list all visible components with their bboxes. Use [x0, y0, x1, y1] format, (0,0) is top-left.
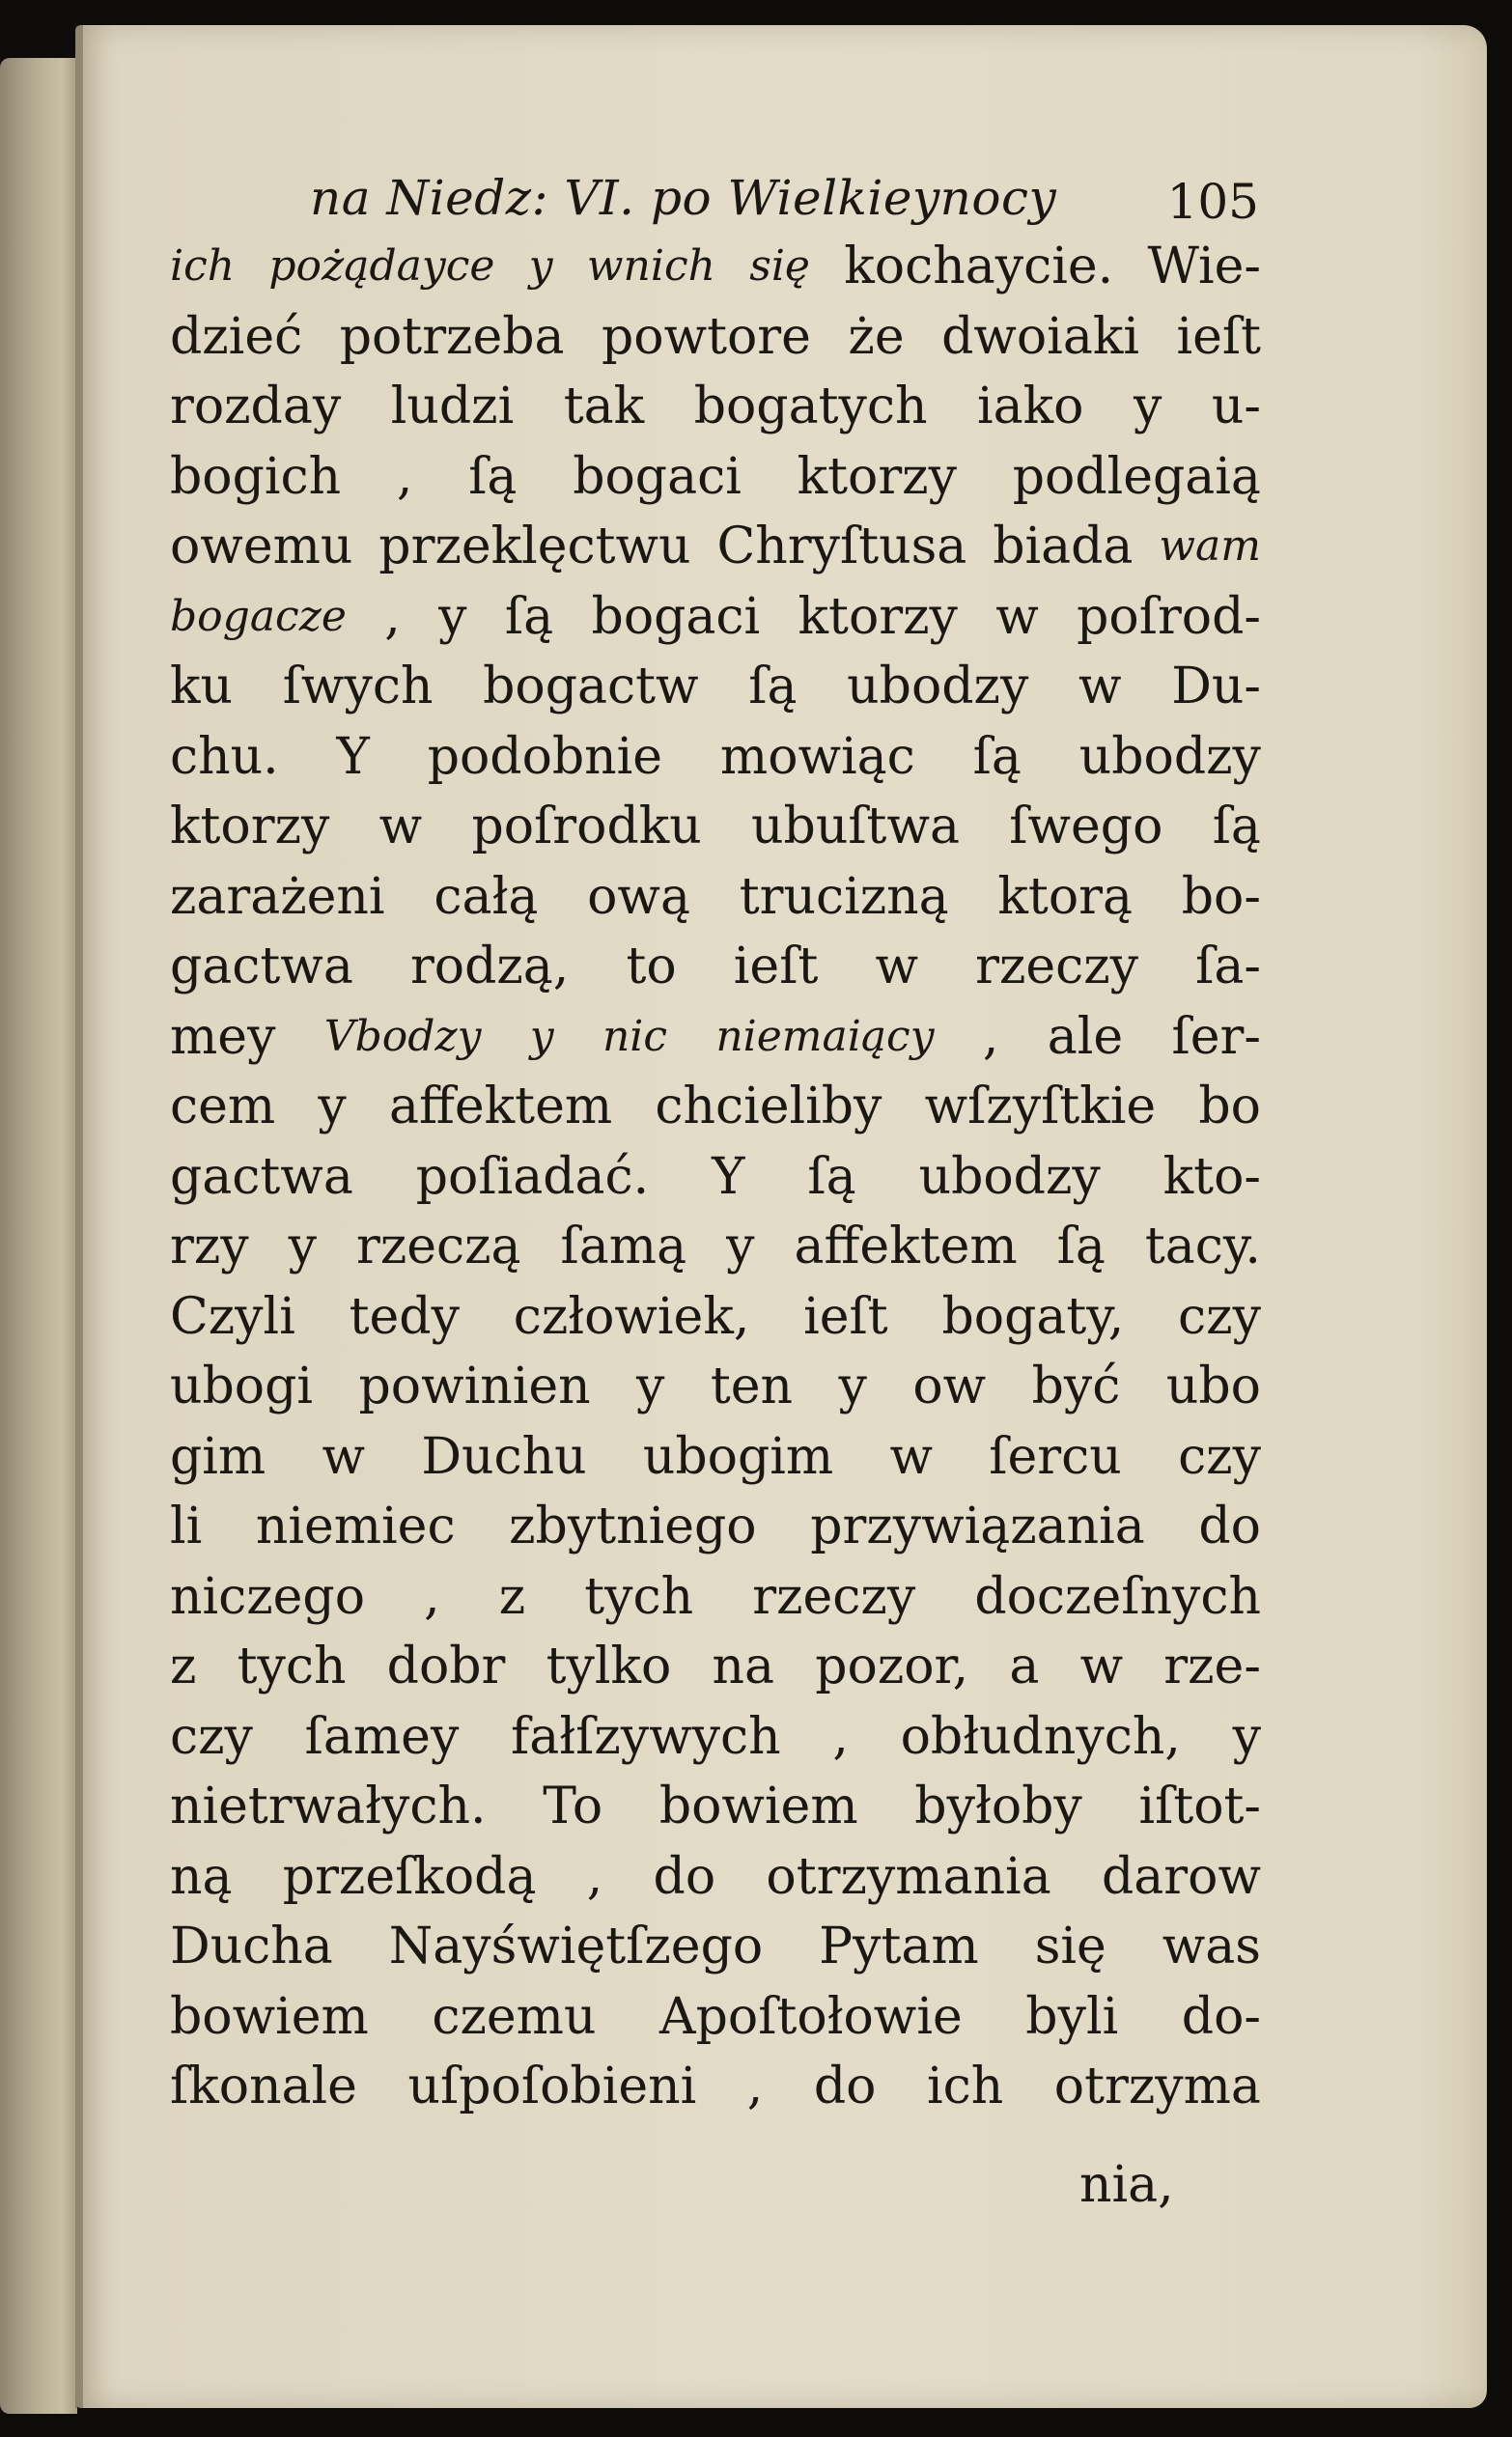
- word: przeklęctwu: [378, 518, 691, 575]
- word: Apoſtołowie: [659, 1987, 963, 2046]
- word: Vbodzy: [323, 1011, 482, 1061]
- word: pożądayce: [268, 241, 495, 291]
- word: ktorzy: [170, 798, 330, 855]
- word: ſwych: [282, 658, 434, 715]
- word: biada: [993, 518, 1134, 575]
- word: w: [995, 587, 1039, 646]
- word: rzy: [170, 1218, 249, 1275]
- word: bogatych: [693, 378, 928, 435]
- text-line: [170, 932, 1261, 1002]
- word: rzeczy: [752, 1567, 916, 1626]
- word: ich: [926, 2058, 1004, 2115]
- word: gim: [170, 1427, 266, 1486]
- word: powinien: [358, 1358, 591, 1415]
- word: y: [528, 241, 553, 291]
- word: ubuſtwa: [751, 798, 960, 855]
- word: zarażeni: [170, 867, 385, 926]
- word: niemaiący: [715, 1011, 935, 1061]
- word: ſą: [468, 447, 518, 506]
- running-title: na Niedz: VI. po Wielkieynocy: [310, 170, 1057, 226]
- word: powtore: [602, 307, 811, 366]
- word: tylko: [546, 1638, 672, 1695]
- word: przeſkodą: [282, 1847, 537, 1906]
- word: w: [378, 798, 423, 855]
- word: tak: [563, 378, 645, 435]
- word: się: [749, 241, 810, 291]
- word: poſiadać.: [415, 1147, 650, 1206]
- text-line: [170, 372, 1261, 442]
- word: ſercu: [989, 1427, 1122, 1486]
- word: ſą: [1056, 1218, 1106, 1275]
- word: affektem: [794, 1218, 1018, 1275]
- word: iako: [977, 378, 1084, 435]
- text-line: [170, 302, 1261, 373]
- word: czy: [170, 1707, 253, 1766]
- word: trucizną: [739, 867, 949, 926]
- word: y: [438, 587, 467, 646]
- word: ſamey: [304, 1707, 460, 1766]
- word: otrzymania: [766, 1847, 1051, 1906]
- word: w: [1078, 658, 1122, 715]
- word: Duchu: [421, 1427, 587, 1486]
- word: ubogi: [170, 1358, 314, 1415]
- word: ten: [710, 1358, 794, 1415]
- word: iſtot-: [1138, 1778, 1261, 1835]
- word: w: [875, 938, 918, 995]
- word: z: [170, 1638, 197, 1695]
- word: Pytam: [819, 1918, 979, 1975]
- word: chu.: [170, 727, 279, 786]
- word: bogaci: [573, 447, 742, 506]
- word: do: [813, 2058, 877, 2115]
- text-line: [170, 1702, 1261, 1773]
- word: ieſt: [1176, 307, 1261, 366]
- word: czy: [1178, 1427, 1261, 1486]
- word: ſkonale: [170, 2058, 357, 2115]
- word: dzieć: [170, 307, 303, 366]
- word: u-: [1211, 378, 1261, 435]
- word: całą: [434, 867, 539, 926]
- word: ſą: [748, 658, 798, 715]
- body-text: [170, 232, 1261, 2122]
- word: y: [636, 1358, 665, 1415]
- text-line: [170, 1352, 1261, 1422]
- word: ,: [586, 1847, 603, 1906]
- word: rodzą,: [409, 938, 570, 995]
- word: doczeſnych: [974, 1567, 1261, 1626]
- text-line: [170, 2052, 1261, 2122]
- word: czy: [1178, 1287, 1261, 1346]
- word: To: [543, 1778, 603, 1835]
- word: ,: [396, 447, 413, 506]
- word: ſa-: [1195, 938, 1261, 995]
- word: wſzyſtkie: [924, 1078, 1157, 1135]
- text-line: [170, 1492, 1261, 1562]
- word: Czyli: [170, 1287, 295, 1346]
- word: ubodzy: [1078, 727, 1261, 786]
- word: bogich: [170, 447, 342, 506]
- text-line: [170, 1562, 1261, 1633]
- word: Wie-: [1147, 238, 1261, 295]
- running-header: [170, 170, 1261, 232]
- word: niczego: [170, 1567, 366, 1626]
- word: byli: [1025, 1987, 1119, 2046]
- word: dwoiaki: [941, 307, 1139, 366]
- word: was: [1162, 1918, 1261, 1975]
- text-line: [170, 1912, 1261, 1982]
- word: się: [1034, 1918, 1106, 1975]
- word: ,: [746, 2058, 764, 2115]
- word: ieſt: [733, 938, 819, 995]
- word: ſwego: [1009, 798, 1163, 855]
- word: y: [288, 1218, 318, 1275]
- word: ,: [424, 1567, 440, 1626]
- word: ktorzy: [798, 587, 958, 646]
- word: bowiem: [658, 1778, 858, 1835]
- word: bogaci: [591, 587, 761, 646]
- word: y: [1232, 1707, 1261, 1766]
- word: być: [1031, 1358, 1121, 1415]
- word: gactwa: [170, 1147, 353, 1206]
- word: w: [889, 1427, 933, 1486]
- word: w: [1079, 1638, 1124, 1695]
- word: ową: [587, 867, 690, 926]
- word: do: [1198, 1498, 1261, 1555]
- word: że: [848, 307, 905, 366]
- word: do: [653, 1847, 716, 1906]
- word: poſrod-: [1077, 587, 1261, 646]
- word: mey: [170, 1007, 276, 1066]
- word: darow: [1101, 1847, 1261, 1906]
- word: bo: [1198, 1078, 1261, 1135]
- word: w: [322, 1427, 366, 1486]
- word: affektem: [388, 1078, 613, 1135]
- word: potrzeba: [339, 307, 565, 366]
- text-line: [170, 1072, 1261, 1142]
- word: ſą: [1212, 798, 1261, 855]
- word: bogaty,: [941, 1287, 1125, 1346]
- text-line: [170, 1772, 1261, 1842]
- text-line: [170, 232, 1261, 302]
- word: tedy: [349, 1287, 460, 1346]
- word: tych: [237, 1638, 347, 1695]
- word: Nayświętſzego: [388, 1918, 764, 1975]
- previous-page-edge: [0, 58, 77, 2414]
- word: li: [170, 1498, 203, 1555]
- word: Chryſtusa: [716, 518, 967, 575]
- word: ubodzy: [847, 658, 1029, 715]
- word: ubogim: [642, 1427, 834, 1486]
- word: kochaycie.: [844, 238, 1114, 295]
- word: ludzi: [390, 378, 515, 435]
- word: mowiąc: [719, 727, 915, 786]
- word: ſą: [807, 1147, 856, 1206]
- page-number: 105: [1166, 174, 1259, 230]
- text-line: [170, 442, 1261, 513]
- catchword: nia,: [1079, 2156, 1174, 2214]
- text-line: [170, 792, 1261, 862]
- word: poſrodku: [471, 798, 702, 855]
- word: ich: [170, 241, 236, 291]
- word: ſą: [504, 587, 554, 646]
- word: ku: [170, 658, 233, 715]
- word: wam: [1159, 521, 1261, 571]
- text-line: [170, 1632, 1261, 1702]
- word: niemiec: [255, 1498, 456, 1555]
- word: chcieliby: [655, 1078, 882, 1135]
- word: podlegaią: [1012, 447, 1261, 506]
- word: ubo: [1165, 1358, 1261, 1415]
- word: ną: [170, 1847, 233, 1906]
- word: nietrwałych.: [170, 1778, 487, 1835]
- word: bowiem: [170, 1987, 369, 2046]
- text-line: [170, 1142, 1261, 1213]
- word: tacy.: [1144, 1218, 1261, 1275]
- word: rzeczą: [356, 1218, 521, 1275]
- word: owemu: [170, 518, 353, 575]
- word: z: [498, 1567, 526, 1626]
- word: ow: [912, 1358, 987, 1415]
- word: ſer-: [1171, 1007, 1261, 1066]
- text-line: [170, 1842, 1261, 1913]
- word: podobnie: [427, 727, 663, 786]
- word: ,: [832, 1707, 849, 1766]
- word: ſą: [972, 727, 1022, 786]
- word: do-: [1181, 1987, 1261, 2046]
- word: otrzyma: [1053, 2058, 1261, 2115]
- word: a: [1009, 1638, 1040, 1695]
- word: człowiek,: [513, 1287, 750, 1346]
- word: bogacze: [170, 591, 347, 641]
- text-block: [170, 170, 1261, 2122]
- word: pozor,: [815, 1638, 969, 1695]
- word: zbytniego: [509, 1498, 757, 1555]
- word: obłudnych,: [900, 1707, 1181, 1766]
- word: ſamą: [560, 1218, 687, 1275]
- word: y: [726, 1218, 755, 1275]
- word: rzeczy: [975, 938, 1139, 995]
- text-line: [170, 1212, 1261, 1282]
- word: ale: [1047, 1007, 1124, 1066]
- word: bo-: [1181, 867, 1261, 926]
- word: y: [529, 1011, 554, 1061]
- word: y: [318, 1078, 347, 1135]
- word: y: [838, 1358, 867, 1415]
- word: Y: [336, 727, 370, 786]
- text-line: [170, 1282, 1261, 1353]
- word: Ducha: [170, 1918, 333, 1975]
- word: na: [712, 1638, 775, 1695]
- word: rozday: [170, 378, 342, 435]
- word: to: [626, 938, 677, 995]
- word: Y: [712, 1147, 745, 1206]
- word: bogactw: [483, 658, 699, 715]
- word: fałſzywych: [511, 1707, 781, 1766]
- text-line: [170, 512, 1261, 582]
- text-line: [170, 862, 1261, 933]
- word: ubodzy: [918, 1147, 1101, 1206]
- text-line: [170, 1982, 1261, 2053]
- word: ieſt: [803, 1287, 888, 1346]
- word: nic: [602, 1011, 668, 1061]
- word: wnich: [586, 241, 715, 291]
- binding-gutter: [75, 25, 83, 2408]
- word: y: [1133, 378, 1162, 435]
- word: ,: [982, 1007, 999, 1066]
- text-line: [170, 582, 1261, 653]
- word: tych: [584, 1567, 694, 1626]
- word: przywiązania: [810, 1498, 1145, 1555]
- word: cem: [170, 1078, 276, 1135]
- word: Du-: [1171, 658, 1261, 715]
- word: ktorą: [997, 867, 1133, 926]
- word: ,: [384, 587, 401, 646]
- word: ktorzy: [797, 447, 957, 506]
- text-line: [170, 1422, 1261, 1493]
- word: kto-: [1162, 1147, 1261, 1206]
- word: byłoby: [914, 1778, 1082, 1835]
- word: czemu: [432, 1987, 597, 2046]
- word: uſpoſobieni: [407, 2058, 697, 2115]
- word: gactwa: [170, 938, 353, 995]
- text-line: [170, 722, 1261, 793]
- text-line: [170, 1002, 1261, 1073]
- word: dobr: [386, 1638, 506, 1695]
- word: rze-: [1163, 1638, 1261, 1695]
- text-line: [170, 652, 1261, 722]
